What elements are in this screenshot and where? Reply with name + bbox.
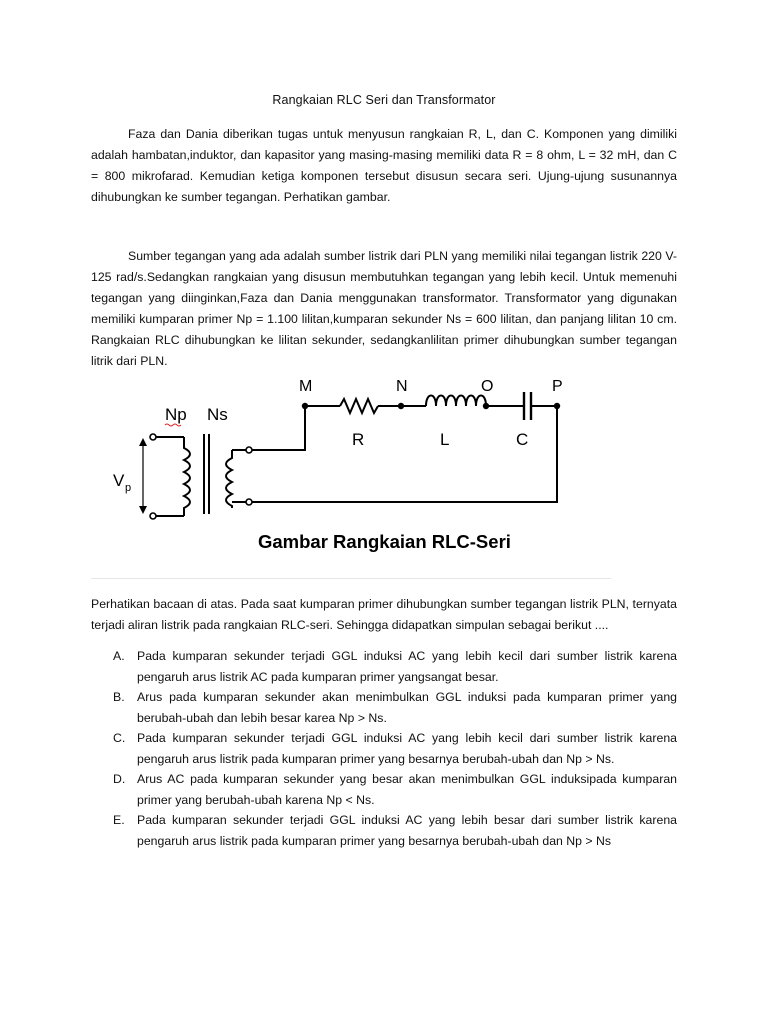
spellcheck-underline-np (165, 424, 181, 426)
resistor-symbol (340, 399, 378, 413)
option-d (91, 769, 677, 810)
label-vp: V (113, 471, 125, 490)
vp-arrow-up (139, 438, 147, 446)
option-letter: C. (113, 731, 126, 745)
option-text: Pada kumparan sekunder terjadi GGL induksi AC yang lebih kecil dari sumber listrik karena pengaruh arus listrik AC pada kumparan primer yangsangat besar. (137, 649, 677, 684)
option-text: Arus pada kumparan sekunder akan menimbulkan GGL induksi pada kumparan primer yang berubah-ubah dan lebih besar karea Np > Ns. (137, 690, 677, 725)
paragraph-intro: Faza dan Dania diberikan tugas untuk menyusun rangkaian R, L, dan C. Komponen yang dimiliki adalah hambatan,induktor, dan kapasitor yang masing-masing memiliki data R = 8 ohm, L = 32 mH, dan C = 800 mikrofarad. Kemudian ketiga komponen tersebut disusun secara seri. Ujung-ujung susunannya dihubungkan ke sumber tegangan. Perhatikan gambar. (91, 127, 677, 204)
secondary-terminal-top (246, 447, 252, 453)
secondary-terminal-bottom (246, 499, 252, 505)
node-label-o: O (481, 378, 494, 395)
inductor-symbol (426, 396, 486, 407)
label-vp-subscript: p (125, 482, 132, 494)
option-a (91, 646, 677, 687)
node-label-p: P (552, 378, 563, 395)
figure-divider (91, 578, 611, 579)
component-label-l: L (440, 430, 450, 449)
node-m-dot (302, 403, 308, 409)
node-p-dot (554, 403, 560, 409)
vp-arrow-down (139, 506, 147, 514)
secondary-coil (226, 450, 232, 508)
primary-terminal-bottom (150, 513, 156, 519)
rlc-circuit-figure (91, 350, 611, 582)
component-label-r: R (352, 430, 365, 449)
label-ns: Ns (207, 405, 228, 424)
node-o-dot (483, 403, 489, 409)
figure-caption: Gambar Rangkaian RLC-Seri (258, 531, 511, 552)
option-c (91, 728, 677, 769)
option-text: Arus AC pada kumparan sekunder yang besar akan menimbulkan GGL induksipada kumparan primer yang berubah-ubah karena Np < Ns. (137, 772, 677, 807)
document-title: Rangkaian RLC Seri dan Transformator (272, 93, 496, 107)
option-letter: D. (113, 772, 126, 786)
option-letter: B. (113, 690, 125, 704)
option-letter: A. (113, 649, 125, 663)
option-letter: E. (113, 813, 125, 827)
option-text: Pada kumparan sekunder terjadi GGL induksi AC yang lebih kecil dari sumber listrik karena pengaruh arus listrik pada kumparan primer yang besarnya berubah-ubah dan Np > Ns. (137, 731, 677, 766)
primary-terminal-top (150, 434, 156, 440)
label-np: Np (165, 405, 187, 424)
paragraph-source: Sumber tegangan yang ada adalah sumber listrik dari PLN yang memiliki nilai tegangan listrik 220 V-125 rad/s.Sedangkan rangkaian yang disusun membutuhkan tegangan yang lebih kecil. Untuk memenuhi tegangan yang diinginkan,Faza dan Dania menggunakan transformator. Transformator yang digunakan memiliki kumparan primer Np = 1.100 lilitan,kumparan sekunder Ns = 600 lilitan, dan panjang lilitan 10 cm. Rangkaian RLC dihubungkan ke lilitan sekunder, sedangkanlilitan primer dihubungkan sumber tegangan litrik dari PLN. (91, 249, 677, 368)
option-text: Pada kumparan sekunder terjadi GGL induksi AC yang lebih besar dari sumber listrik karena pengaruh arus listrik pada kumparan primer yang besarnya berubah-ubah dan Np > Ns (137, 813, 677, 848)
node-label-m: M (299, 378, 313, 395)
option-b (91, 687, 677, 728)
paragraph-question: Perhatikan bacaan di atas. Pada saat kumparan primer dihubungkan sumber tegangan listrik PLN, ternyata terjadi aliran listrik pada rangkaian RLC-seri. Sehingga didapatkan simpulan sebagai berikut .... (91, 597, 677, 632)
option-e (91, 810, 677, 851)
wire-return (249, 406, 557, 502)
wire-to-m (249, 406, 305, 450)
component-label-c: C (516, 430, 529, 449)
answer-options (91, 646, 677, 851)
primary-coil (184, 437, 190, 516)
node-n-dot (398, 403, 404, 409)
node-label-n: N (396, 378, 408, 395)
